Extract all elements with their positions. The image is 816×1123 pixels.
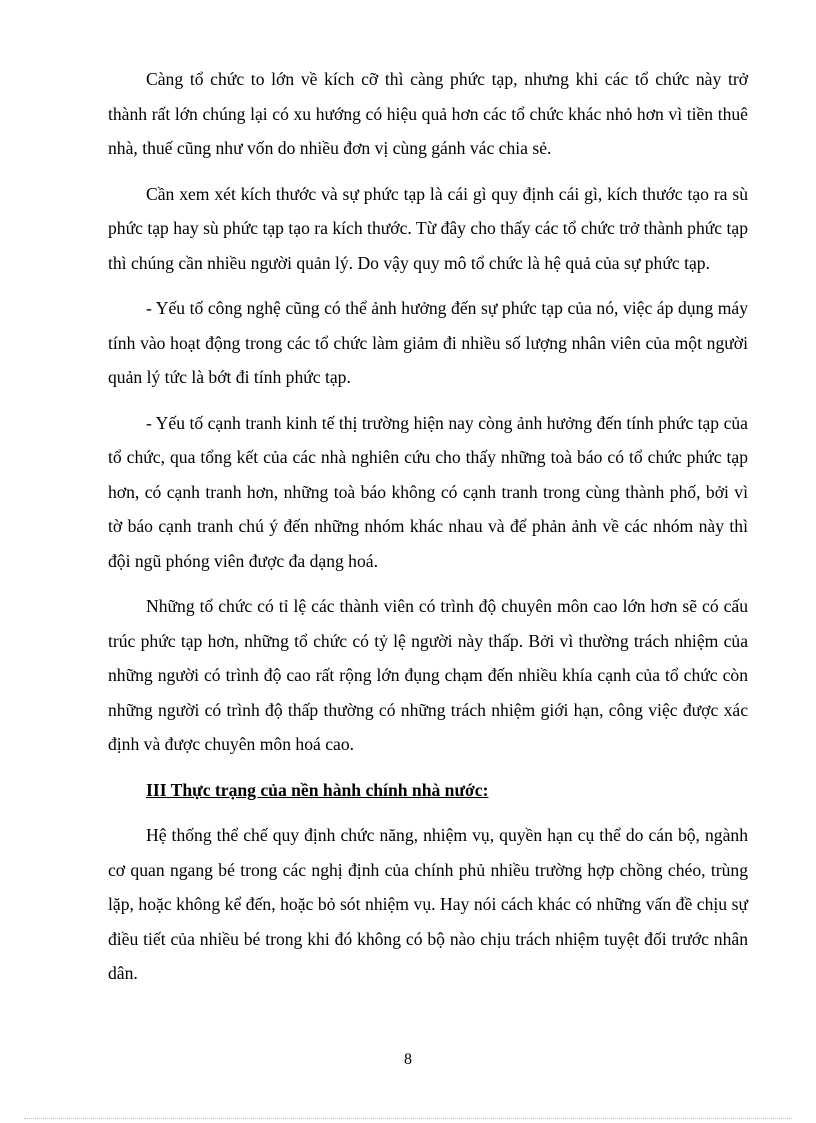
paragraph-technology-factor: - Yếu tố công nghệ cũng có thể ảnh hưởng đến sự phức tạp của nó, việc áp dụng máy tính vào hoạt động trong các tổ chức làm giảm đi nhiều số lượng nhân viên của một người quản lý tức là bớt đi tính phức tạp. [108, 298, 748, 387]
paragraph-competition-factor: - Yếu tố cạnh tranh kinh tế thị trường hiện nay còng ảnh hưởng đến tính phức tạp của tổ chức, qua tổng kết của các nhà nghiên cứu cho thấy những toà báo có tổ chức phức tạp hơn, có cạnh tranh hơn, những toà báo không có cạnh tranh trong cùng thành phố, bởi vì tờ báo cạnh tranh chú ý đến những nhóm khác nhau và để phản ảnh về các nhóm này thì đội ngũ phóng viên được đa dạng hoá. [108, 412, 748, 571]
page-bottom-border [24, 1118, 792, 1119]
paragraph-institutional-system: Hệ thống thể chế quy định chức năng, nhiệm vụ, quyền hạn cụ thể do cán bộ, ngành cơ quan ngang bé trong các nghị định của chính phủ nhiều trường hợp chồng chéo, trùng lặp, hoặc không kể đến, hoặc bỏ sót nhiệm vụ. Hay nói cách khác có những vấn đề chịu sự điều tiết của nhiều bé trong khi đó không có bộ nào chịu trách nhiệm tuyệt đối trước nhân dân. [108, 825, 748, 983]
page-number: 8 [404, 1051, 412, 1068]
page-body [108, 62, 748, 1002]
paragraph-qualified-staff: Những tổ chức có tỉ lệ các thành viên có trình độ chuyên môn cao lớn hơn sẽ có cấu trúc phức tạp hơn, những tổ chức có tỷ lệ người này thấp. Bởi vì thường trách nhiệm của những người có trình độ cao rất rộng lớn đụng chạm đến nhiều khía cạnh của tổ chức còn những người có trình độ thấp thường có những trách nhiệm giới hạn, công việc được xác định và được chuyên môn hoá cao. [108, 596, 748, 754]
paragraph-size-vs-complexity: Cần xem xét kích thước và sự phức tạp là cái gì quy định cái gì, kích thước tạo ra sù phức tạp hay sù phức tạp tạo ra kích thước. Từ đây cho thấy các tổ chức trở thành phức tạp thì chúng cần nhiều người quản lý. Do vậy quy mô tổ chức là hệ quả của sự phức tạp. [108, 183, 748, 273]
paragraph-size-complexity: Càng tổ chức to lớn về kích cỡ thì càng phức tạp, nhưng khi các tổ chức này trở thành rất lớn chúng lại có xu hướng có hiệu quả hơn các tổ chức khác nhỏ hơn vì tiền thuê nhà, thuế cũng như vốn do nhiều đơn vị cùng gánh vác chia sẻ. [108, 69, 748, 158]
section-heading: III Thực trạng của nền hành chính nhà nước: [146, 779, 489, 800]
